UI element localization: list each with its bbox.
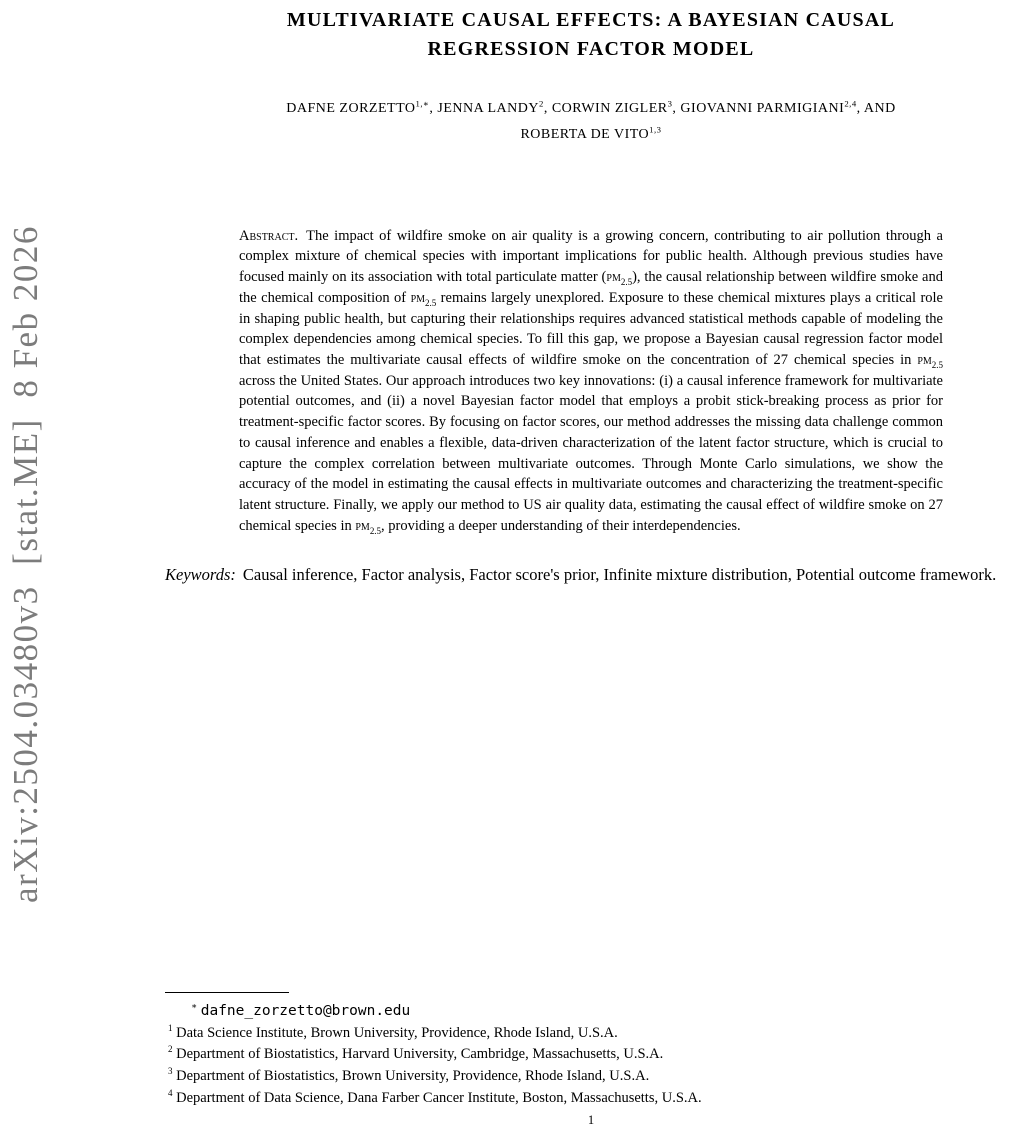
- author-separator: ,: [672, 101, 681, 116]
- author-superscript: 2: [538, 98, 544, 109]
- author-superscript: 1,∗: [415, 98, 430, 109]
- author-superscript: 2,4: [844, 98, 857, 109]
- author-superscript: 1,3: [649, 124, 662, 135]
- keywords-text: Causal inference, Factor analysis, Factor score's prior, Infinite mixture distribution, Potential outcome framework.: [242, 565, 997, 585]
- footnote-marker: 1: [168, 1022, 173, 1033]
- footnote-email: dafne_zorzetto@brown.edu: [200, 1003, 411, 1019]
- footnote-marker: 4: [168, 1087, 173, 1098]
- paper-title: [165, 6, 1017, 64]
- abstract-label: Abstract.: [239, 227, 299, 244]
- footnote-text: Department of Biostatistics, Brown University, Providence, Rhode Island, U.S.A.: [176, 1068, 650, 1085]
- footnote-item: [165, 1023, 1017, 1045]
- paper-title-line2: REGRESSION FACTOR MODEL: [427, 38, 755, 60]
- author-separator: , AND: [856, 101, 896, 116]
- author-list: [165, 96, 1017, 148]
- author-superscript: 3: [667, 98, 673, 109]
- author-name: ROBERTA DE VITO: [520, 126, 650, 142]
- keywords-section: [165, 562, 1017, 588]
- keywords-label: Keywords:: [165, 565, 236, 585]
- author: [680, 98, 896, 116]
- paper-title-line1: MULTIVARIATE CAUSAL EFFECTS: A BAYESIAN CAUSAL: [286, 9, 896, 31]
- author-separator: ,: [543, 101, 552, 116]
- author: [520, 124, 662, 142]
- footnote-text: Department of Biostatistics, Harvard University, Cambridge, Massachusetts, U.S.A.: [176, 1046, 664, 1063]
- footnote-item: [165, 1001, 1017, 1023]
- footnote-marker: 3: [168, 1066, 173, 1077]
- footnote-item: [165, 1088, 1017, 1110]
- author-name: CORWIN ZIGLER: [551, 101, 668, 116]
- abstract-text: The impact of wildfire smoke on air quality is a growing concern, contributing to air pollution through a complex mixture of chemical species with important implications for public health. Although previous studies have focused mainly on its association with total particulate matter $(pm_{2.5})$, the causal relationship between wildfire smoke and the chemical composition of $pm_{2.5}$ remains largely unexplored. Exposure to these chemical mixtures plays a critical role in shaping public health, but capturing their relationships requires advanced statistical methods capable of modeling the complex dependencies among chemical species. To fill this gap, we propose a Bayesian causal regression factor model that estimates the multivariate causal effects of wildfire smoke on the concentration of 27 chemical species in $pm_{2.5}$ across the United States. Our approach introduces two key innovations: (i) a causal inference framework for multivariate potential outcomes, and (ii) a novel Bayesian factor model that employs a probit stick-breaking process as prior for treatment-specific factor scores. By focusing on factor scores, our method addresses the missing data challenge common to causal inference and enables a flexible, data-driven characterization of the latent factor structure, which is crucial to capture the complex correlation between multivariate outcomes. Through Monte Carlo simulations, we show the accuracy of the model in estimating the causal effects in multivariate outcomes and characterizing the treatment-specific latent structure. Finally, we apply our method to US air quality data, estimating the causal effect of wildfire smoke on 27 chemical species in $pm_{2.5}$, providing a deeper understanding of their interdependencies.: [239, 227, 943, 536]
- author: [437, 98, 552, 116]
- footnote-section: [165, 992, 1017, 1110]
- page-number: 1: [587, 1113, 595, 1127]
- author-name: JENNA LANDY: [437, 101, 539, 116]
- author-separator: ,: [429, 101, 438, 116]
- footnote-marker: 2: [168, 1044, 173, 1055]
- footnote-item: [165, 1044, 1017, 1066]
- footnote-marker: ∗: [191, 1001, 198, 1012]
- footnote-rule: [165, 992, 289, 993]
- footnote-item: [165, 1066, 1017, 1088]
- footnote-text: Department of Data Science, Dana Farber Cancer Institute, Boston, Massachusetts, U.S.A.: [176, 1089, 702, 1106]
- abstract-section: [239, 226, 943, 537]
- author: [551, 98, 681, 116]
- author-name: GIOVANNI PARMIGIANI: [680, 101, 845, 116]
- arxiv-watermark: arXiv:2504.03480v3 [stat.ME] 8 Feb 2026: [6, 225, 45, 903]
- author-name: DAFNE ZORZETTO: [286, 101, 416, 116]
- footnote-text: Data Science Institute, Brown University, Providence, Rhode Island, U.S.A.: [176, 1024, 618, 1041]
- content-column: [165, 0, 1017, 1134]
- author: [286, 98, 438, 116]
